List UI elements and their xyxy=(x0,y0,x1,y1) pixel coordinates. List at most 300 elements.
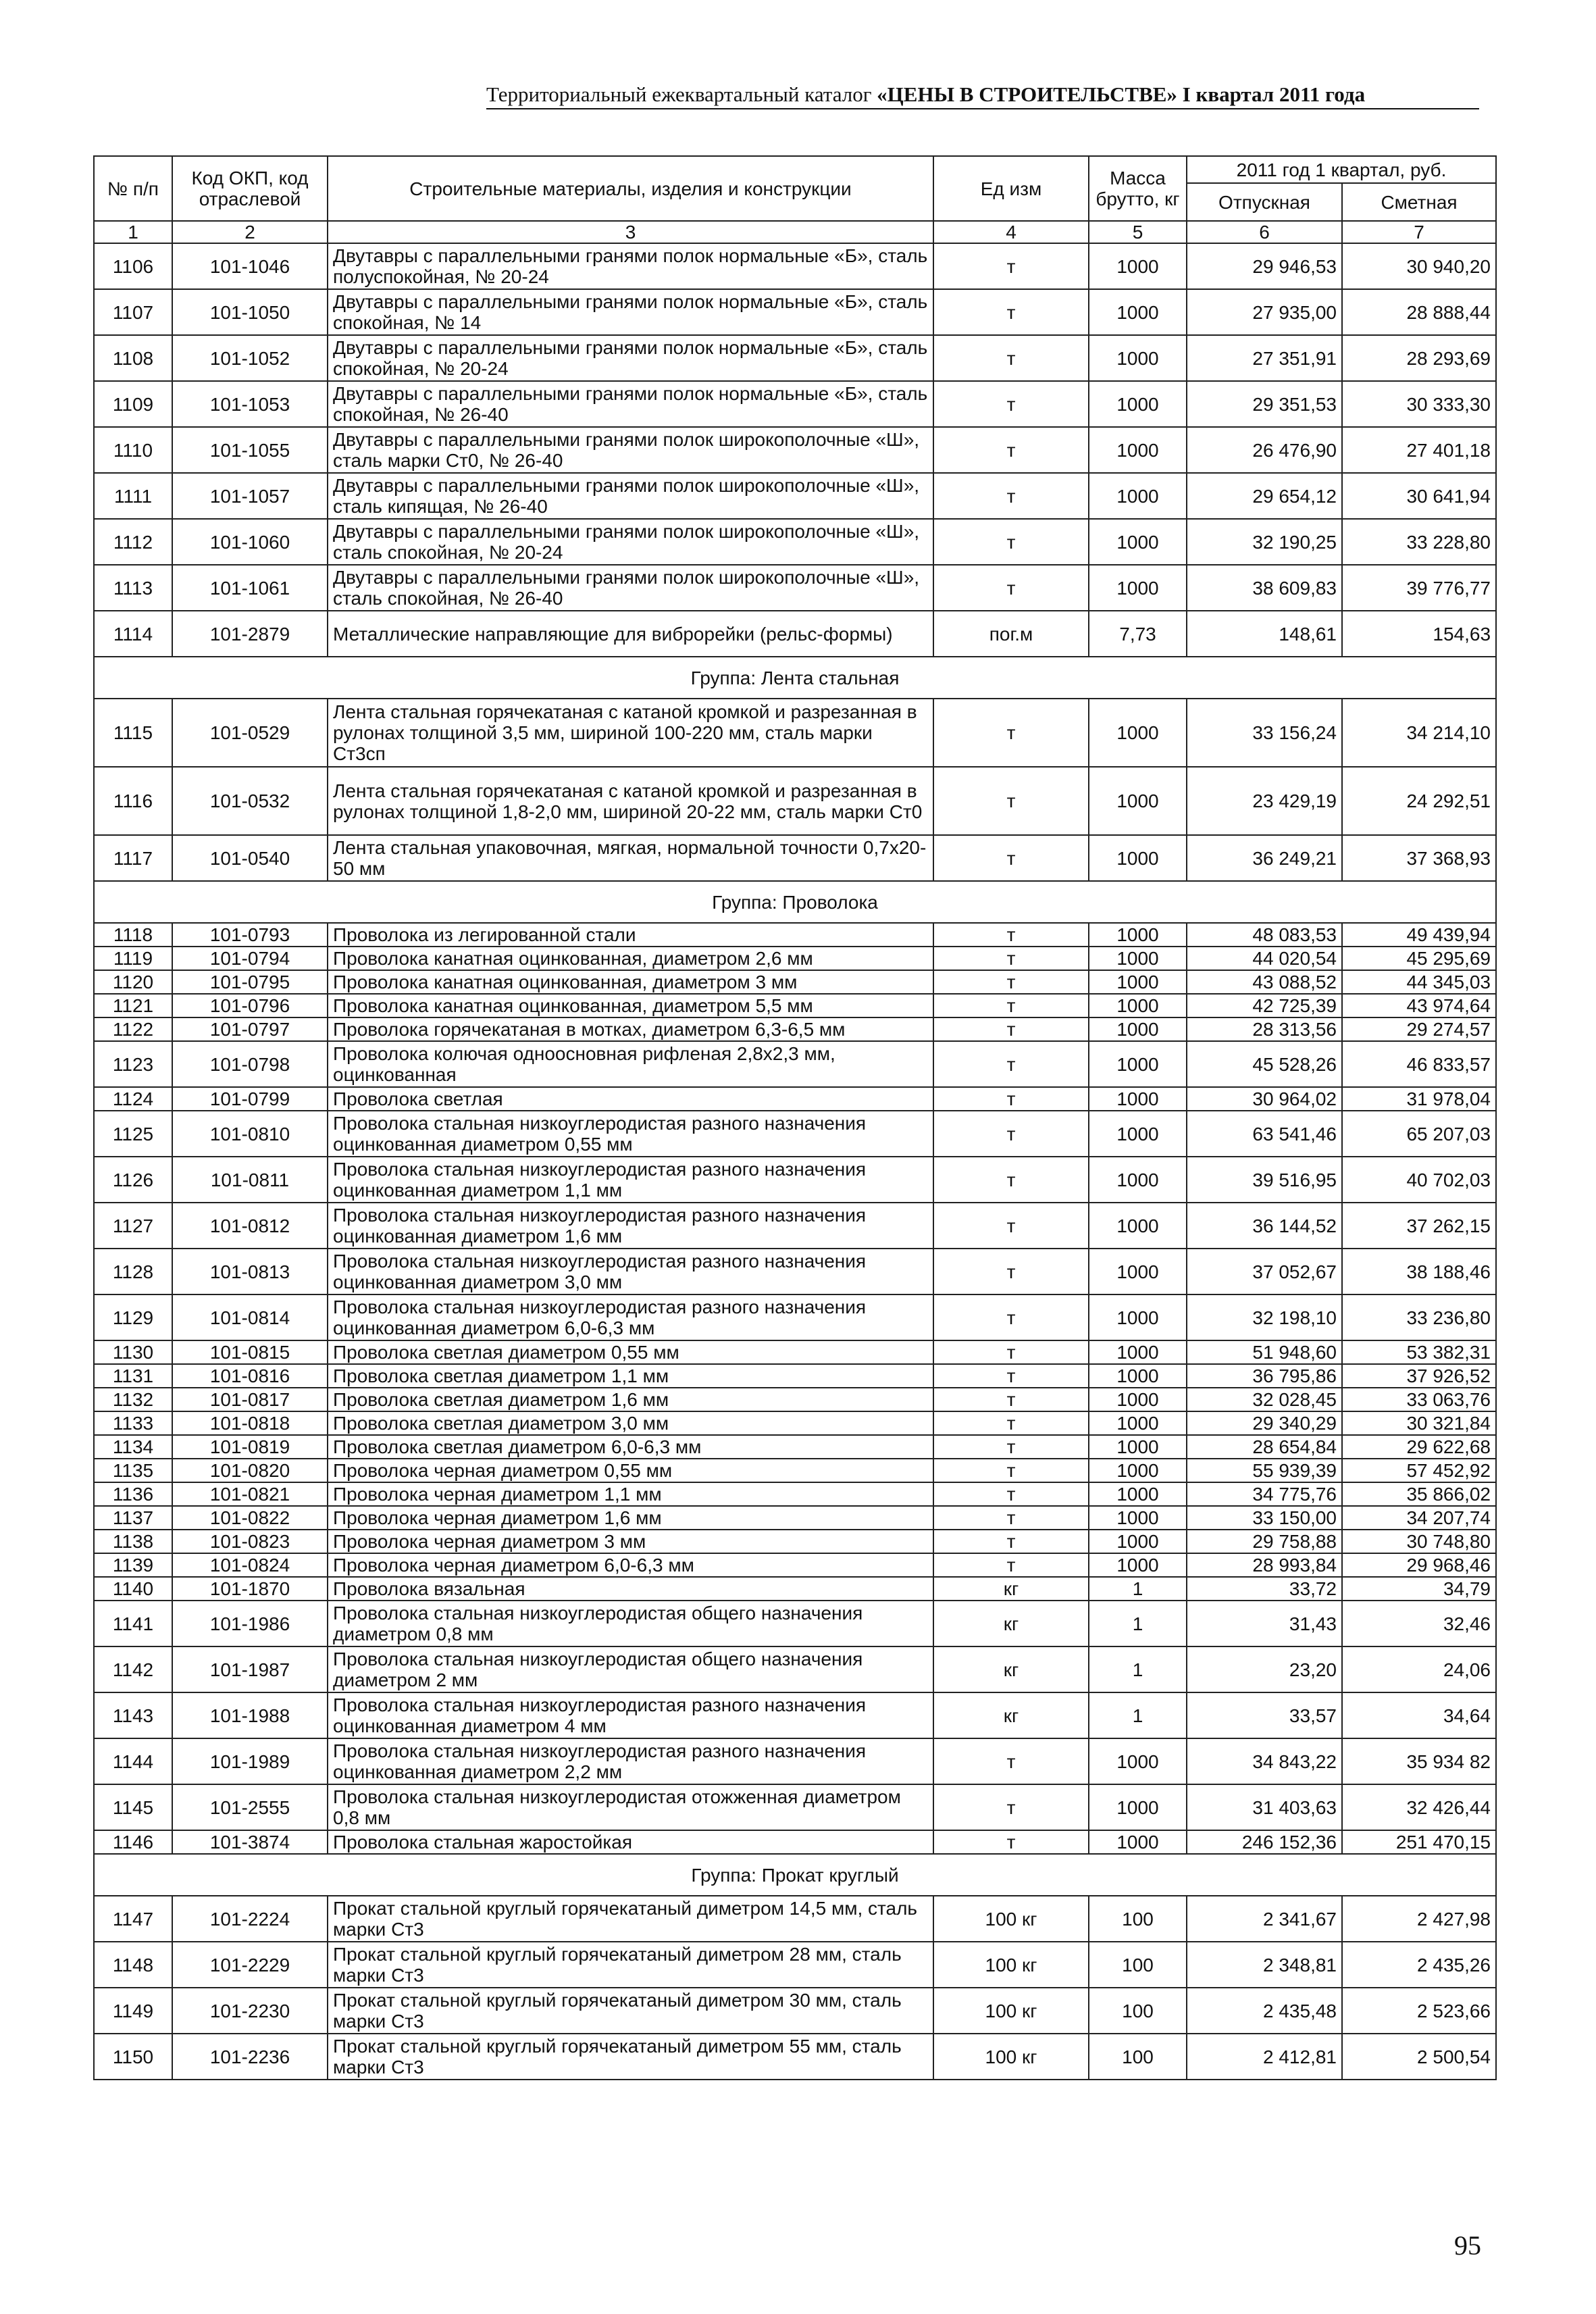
table-row xyxy=(94,1203,1496,1249)
table-row xyxy=(94,289,1496,335)
cell-unit: т xyxy=(933,1435,1089,1459)
cell-unit: т xyxy=(933,1530,1089,1553)
cell-unit: кг xyxy=(933,1577,1089,1601)
cell-mass: 1000 xyxy=(1089,519,1187,565)
cell-name: Двутавры с параллельными гранями полок нормальные «Б», сталь полуспокойная, № 20-24 xyxy=(328,243,933,289)
cell-estimate-price: 33 063,76 xyxy=(1342,1388,1496,1411)
cell-estimate-price: 44 345,03 xyxy=(1342,970,1496,994)
cell-unit: т xyxy=(933,289,1089,335)
cell-estimate-price: 34 214,10 xyxy=(1342,699,1496,767)
cell-release-price: 26 476,90 xyxy=(1187,427,1342,473)
cell-mass: 1000 xyxy=(1089,970,1187,994)
cell-estimate-price: 45 295,69 xyxy=(1342,947,1496,970)
cell-unit: т xyxy=(933,1411,1089,1435)
cell-release-price: 23,20 xyxy=(1187,1646,1342,1692)
cell-num: 1107 xyxy=(94,289,172,335)
cell-unit: т xyxy=(933,767,1089,835)
cell-estimate-price: 37 368,93 xyxy=(1342,835,1496,881)
cell-name: Проволока вязальная xyxy=(328,1577,933,1601)
table-row xyxy=(94,1784,1496,1830)
cell-release-price: 33 150,00 xyxy=(1187,1506,1342,1530)
cell-mass: 1000 xyxy=(1089,1157,1187,1203)
table-row xyxy=(94,1017,1496,1041)
cell-release-price: 32 190,25 xyxy=(1187,519,1342,565)
cell-code: 101-0818 xyxy=(172,1411,328,1435)
cell-num: 1141 xyxy=(94,1601,172,1646)
cell-name: Лента стальная упаковочная, мягкая, нормальной точности 0,7х20-50 мм xyxy=(328,835,933,881)
cell-name: Проволока стальная низкоуглеродистая разного назначения оцинкованная диаметром 1,1 мм xyxy=(328,1157,933,1203)
cell-release-price: 38 609,83 xyxy=(1187,565,1342,611)
cell-code: 101-0823 xyxy=(172,1530,328,1553)
table-row xyxy=(94,1530,1496,1553)
cell-release-price: 28 993,84 xyxy=(1187,1553,1342,1577)
cell-name: Проволока стальная низкоуглеродистая отожженная диаметром 0,8 мм xyxy=(328,1784,933,1830)
cell-name: Проволока горячекатаная в мотках, диаметром 6,3-6,5 мм xyxy=(328,1017,933,1041)
header-prefix: Территориальный ежеквартальный каталог xyxy=(486,82,877,106)
running-header xyxy=(486,82,1479,109)
cell-code: 101-3874 xyxy=(172,1830,328,1854)
cell-release-price: 51 948,60 xyxy=(1187,1340,1342,1364)
cell-release-price: 29 351,53 xyxy=(1187,381,1342,427)
cell-num: 1116 xyxy=(94,767,172,835)
cell-code: 101-0794 xyxy=(172,947,328,970)
cell-code: 101-0815 xyxy=(172,1340,328,1364)
cell-mass: 1000 xyxy=(1089,1506,1187,1530)
cell-code: 101-0824 xyxy=(172,1553,328,1577)
cell-unit: т xyxy=(933,1784,1089,1830)
cell-mass: 1000 xyxy=(1089,1530,1187,1553)
cell-code: 101-1989 xyxy=(172,1738,328,1784)
page-number: 95 xyxy=(1454,2230,1481,2261)
cell-estimate-price: 31 978,04 xyxy=(1342,1087,1496,1111)
cell-mass: 100 xyxy=(1089,1942,1187,1988)
col-unit-header: Ед изм xyxy=(933,156,1089,221)
table-row xyxy=(94,1577,1496,1601)
cell-num: 1109 xyxy=(94,381,172,427)
cell-unit: т xyxy=(933,519,1089,565)
cell-estimate-price: 35 866,02 xyxy=(1342,1482,1496,1506)
cell-mass: 7,73 xyxy=(1089,611,1187,657)
table-row xyxy=(94,381,1496,427)
cell-unit: т xyxy=(933,1087,1089,1111)
cell-code: 101-2555 xyxy=(172,1784,328,1830)
cell-release-price: 29 340,29 xyxy=(1187,1411,1342,1435)
cell-num: 1143 xyxy=(94,1692,172,1738)
cell-name: Проволока стальная низкоуглеродистая разного назначения оцинкованная диаметром 2,2 мм xyxy=(328,1738,933,1784)
cell-estimate-price: 37 926,52 xyxy=(1342,1364,1496,1388)
col-code-header: Код ОКП, код отраслевой xyxy=(172,156,328,221)
col-index: 5 xyxy=(1089,221,1187,243)
cell-name: Проволока светлая диаметром 0,55 мм xyxy=(328,1340,933,1364)
cell-estimate-price: 30 940,20 xyxy=(1342,243,1496,289)
cell-mass: 1 xyxy=(1089,1577,1187,1601)
table-row xyxy=(94,243,1496,289)
table-row xyxy=(94,1087,1496,1111)
cell-unit: 100 кг xyxy=(933,1896,1089,1942)
cell-mass: 1000 xyxy=(1089,1087,1187,1111)
cell-name: Двутавры с параллельными гранями полок широкополочные «Ш», сталь марки Ст0, № 26-40 xyxy=(328,427,933,473)
group-row xyxy=(94,1854,1496,1896)
cell-mass: 1 xyxy=(1089,1646,1187,1692)
cell-estimate-price: 53 382,31 xyxy=(1342,1340,1496,1364)
cell-estimate-price: 37 262,15 xyxy=(1342,1203,1496,1249)
cell-name: Проволока канатная оцинкованная, диаметром 3 мм xyxy=(328,970,933,994)
cell-estimate-price: 43 974,64 xyxy=(1342,994,1496,1017)
cell-unit: т xyxy=(933,1249,1089,1294)
table-row xyxy=(94,2034,1496,2080)
table-row xyxy=(94,611,1496,657)
cell-mass: 1000 xyxy=(1089,767,1187,835)
cell-code: 101-0816 xyxy=(172,1364,328,1388)
cell-num: 1118 xyxy=(94,923,172,947)
cell-code: 101-1987 xyxy=(172,1646,328,1692)
table-row xyxy=(94,994,1496,1017)
cell-mass: 1000 xyxy=(1089,381,1187,427)
col-mass-header: Масса брутто, кг xyxy=(1089,156,1187,221)
cell-release-price: 27 935,00 xyxy=(1187,289,1342,335)
table-row xyxy=(94,767,1496,835)
group-title: Группа: Проволока xyxy=(94,881,1496,923)
col-estimate-header: Сметная xyxy=(1342,183,1496,221)
col-name-header: Строительные материалы, изделия и конструкции xyxy=(328,156,933,221)
cell-num: 1122 xyxy=(94,1017,172,1041)
cell-unit: т xyxy=(933,1738,1089,1784)
cell-estimate-price: 24,06 xyxy=(1342,1646,1496,1692)
cell-estimate-price: 2 523,66 xyxy=(1342,1988,1496,2034)
table-row xyxy=(94,1249,1496,1294)
cell-release-price: 30 964,02 xyxy=(1187,1087,1342,1111)
table-row xyxy=(94,1506,1496,1530)
cell-unit: т xyxy=(933,947,1089,970)
cell-num: 1144 xyxy=(94,1738,172,1784)
cell-name: Проволока черная диаметром 0,55 мм xyxy=(328,1459,933,1482)
cell-release-price: 246 152,36 xyxy=(1187,1830,1342,1854)
cell-unit: кг xyxy=(933,1646,1089,1692)
cell-num: 1140 xyxy=(94,1577,172,1601)
cell-estimate-price: 46 833,57 xyxy=(1342,1041,1496,1087)
cell-code: 101-0812 xyxy=(172,1203,328,1249)
cell-unit: 100 кг xyxy=(933,1988,1089,2034)
cell-estimate-price: 32,46 xyxy=(1342,1601,1496,1646)
cell-name: Лента стальная горячекатаная с катаной кромкой и разрезанная в рулонах толщиной 3,5 мм, шириной 100-220 мм, сталь марки Ст3сп xyxy=(328,699,933,767)
cell-num: 1142 xyxy=(94,1646,172,1692)
table-row xyxy=(94,1435,1496,1459)
cell-num: 1138 xyxy=(94,1530,172,1553)
cell-num: 1145 xyxy=(94,1784,172,1830)
cell-release-price: 31 403,63 xyxy=(1187,1784,1342,1830)
cell-unit: т xyxy=(933,699,1089,767)
cell-num: 1130 xyxy=(94,1340,172,1364)
cell-num: 1106 xyxy=(94,243,172,289)
cell-estimate-price: 38 188,46 xyxy=(1342,1249,1496,1294)
table-row xyxy=(94,519,1496,565)
cell-num: 1110 xyxy=(94,427,172,473)
cell-num: 1125 xyxy=(94,1111,172,1157)
cell-name: Металлические направляющие для виброрейки (рельс-формы) xyxy=(328,611,933,657)
cell-estimate-price: 33 228,80 xyxy=(1342,519,1496,565)
cell-mass: 1 xyxy=(1089,1601,1187,1646)
cell-mass: 1000 xyxy=(1089,1203,1187,1249)
table-head xyxy=(94,156,1496,243)
cell-code: 101-0532 xyxy=(172,767,328,835)
cell-mass: 100 xyxy=(1089,2034,1187,2080)
table-row xyxy=(94,1459,1496,1482)
cell-unit: т xyxy=(933,1203,1089,1249)
cell-name: Двутавры с параллельными гранями полок нормальные «Б», сталь спокойная, № 20-24 xyxy=(328,335,933,381)
cell-release-price: 27 351,91 xyxy=(1187,335,1342,381)
cell-mass: 1000 xyxy=(1089,427,1187,473)
col-index: 1 xyxy=(94,221,172,243)
cell-num: 1133 xyxy=(94,1411,172,1435)
table-row xyxy=(94,1388,1496,1411)
cell-code: 101-1057 xyxy=(172,473,328,519)
table-row xyxy=(94,1340,1496,1364)
cell-estimate-price: 57 452,92 xyxy=(1342,1459,1496,1482)
cell-code: 101-1053 xyxy=(172,381,328,427)
cell-code: 101-0529 xyxy=(172,699,328,767)
cell-name: Проволока стальная низкоуглеродистая общего назначения диаметром 0,8 мм xyxy=(328,1601,933,1646)
cell-num: 1121 xyxy=(94,994,172,1017)
col-period-header: 2011 год 1 квартал, руб. xyxy=(1187,156,1496,183)
cell-estimate-price: 29 968,46 xyxy=(1342,1553,1496,1577)
header-title: «ЦЕНЫ В СТРОИТЕЛЬСТВЕ» I квартал 2011 года xyxy=(877,82,1366,106)
table-row xyxy=(94,1482,1496,1506)
cell-estimate-price: 49 439,94 xyxy=(1342,923,1496,947)
cell-estimate-price: 28 888,44 xyxy=(1342,289,1496,335)
cell-release-price: 36 144,52 xyxy=(1187,1203,1342,1249)
col-release-header: Отпускная xyxy=(1187,183,1342,221)
cell-num: 1117 xyxy=(94,835,172,881)
cell-mass: 1000 xyxy=(1089,1482,1187,1506)
cell-code: 101-1061 xyxy=(172,565,328,611)
cell-unit: т xyxy=(933,1388,1089,1411)
table-row xyxy=(94,1364,1496,1388)
cell-mass: 1000 xyxy=(1089,923,1187,947)
col-index: 2 xyxy=(172,221,328,243)
cell-unit: т xyxy=(933,381,1089,427)
cell-release-price: 37 052,67 xyxy=(1187,1249,1342,1294)
cell-mass: 1000 xyxy=(1089,1294,1187,1340)
cell-name: Прокат стальной круглый горячекатаный диметром 28 мм, сталь марки Ст3 xyxy=(328,1942,933,1988)
cell-unit: т xyxy=(933,335,1089,381)
cell-num: 1111 xyxy=(94,473,172,519)
cell-unit: т xyxy=(933,1340,1089,1364)
cell-code: 101-1046 xyxy=(172,243,328,289)
cell-mass: 1 xyxy=(1089,1692,1187,1738)
cell-num: 1136 xyxy=(94,1482,172,1506)
cell-name: Проволока светлая диаметром 6,0-6,3 мм xyxy=(328,1435,933,1459)
table-row xyxy=(94,1411,1496,1435)
cell-name: Прокат стальной круглый горячекатаный диметром 55 мм, сталь марки Ст3 xyxy=(328,2034,933,2080)
cell-estimate-price: 33 236,80 xyxy=(1342,1294,1496,1340)
cell-mass: 1000 xyxy=(1089,1738,1187,1784)
table-row xyxy=(94,427,1496,473)
cell-release-price: 36 249,21 xyxy=(1187,835,1342,881)
cell-estimate-price: 34 207,74 xyxy=(1342,1506,1496,1530)
cell-code: 101-2224 xyxy=(172,1896,328,1942)
cell-name: Двутавры с параллельными гранями полок широкополочные «Ш», сталь спокойная, № 26-40 xyxy=(328,565,933,611)
cell-num: 1114 xyxy=(94,611,172,657)
cell-estimate-price: 251 470,15 xyxy=(1342,1830,1496,1854)
cell-unit: кг xyxy=(933,1692,1089,1738)
cell-code: 101-0820 xyxy=(172,1459,328,1482)
cell-code: 101-2230 xyxy=(172,1988,328,2034)
cell-mass: 1000 xyxy=(1089,243,1187,289)
cell-code: 101-2236 xyxy=(172,2034,328,2080)
cell-name: Проволока светлая xyxy=(328,1087,933,1111)
table-row xyxy=(94,1553,1496,1577)
table-row xyxy=(94,699,1496,767)
cell-unit: 100 кг xyxy=(933,2034,1089,2080)
cell-estimate-price: 154,63 xyxy=(1342,611,1496,657)
table-row xyxy=(94,1988,1496,2034)
cell-num: 1146 xyxy=(94,1830,172,1854)
cell-release-price: 39 516,95 xyxy=(1187,1157,1342,1203)
cell-unit: т xyxy=(933,994,1089,1017)
cell-code: 101-1052 xyxy=(172,335,328,381)
cell-estimate-price: 34,64 xyxy=(1342,1692,1496,1738)
cell-release-price: 31,43 xyxy=(1187,1601,1342,1646)
cell-name: Проволока колючая одноосновная рифленая 2,8х2,3 мм, оцинкованная xyxy=(328,1041,933,1087)
cell-release-price: 32 028,45 xyxy=(1187,1388,1342,1411)
cell-estimate-price: 40 702,03 xyxy=(1342,1157,1496,1203)
cell-code: 101-0793 xyxy=(172,923,328,947)
cell-release-price: 63 541,46 xyxy=(1187,1111,1342,1157)
table-row xyxy=(94,1646,1496,1692)
cell-release-price: 29 654,12 xyxy=(1187,473,1342,519)
cell-num: 1132 xyxy=(94,1388,172,1411)
cell-unit: т xyxy=(933,1157,1089,1203)
cell-mass: 1000 xyxy=(1089,1111,1187,1157)
cell-code: 101-0798 xyxy=(172,1041,328,1087)
cell-release-price: 29 758,88 xyxy=(1187,1530,1342,1553)
cell-unit: т xyxy=(933,970,1089,994)
cell-name: Проволока черная диаметром 1,1 мм xyxy=(328,1482,933,1506)
table-row xyxy=(94,1111,1496,1157)
cell-code: 101-0797 xyxy=(172,1017,328,1041)
cell-unit: т xyxy=(933,835,1089,881)
cell-mass: 1000 xyxy=(1089,994,1187,1017)
cell-name: Прокат стальной круглый горячекатаный диметром 14,5 мм, сталь марки Ст3 xyxy=(328,1896,933,1942)
cell-num: 1150 xyxy=(94,2034,172,2080)
cell-num: 1115 xyxy=(94,699,172,767)
cell-mass: 1000 xyxy=(1089,1041,1187,1087)
cell-code: 101-0813 xyxy=(172,1249,328,1294)
cell-name: Проволока стальная низкоуглеродистая общего назначения диаметром 2 мм xyxy=(328,1646,933,1692)
cell-name: Проволока светлая диаметром 1,1 мм xyxy=(328,1364,933,1388)
cell-unit: т xyxy=(933,1553,1089,1577)
cell-estimate-price: 2 427,98 xyxy=(1342,1896,1496,1942)
cell-unit: т xyxy=(933,1364,1089,1388)
cell-code: 101-1988 xyxy=(172,1692,328,1738)
table-row xyxy=(94,1830,1496,1854)
cell-release-price: 148,61 xyxy=(1187,611,1342,657)
price-table xyxy=(93,155,1497,2080)
cell-estimate-price: 65 207,03 xyxy=(1342,1111,1496,1157)
cell-release-price: 44 020,54 xyxy=(1187,947,1342,970)
cell-estimate-price: 24 292,51 xyxy=(1342,767,1496,835)
group-title: Группа: Прокат круглый xyxy=(94,1854,1496,1896)
cell-num: 1128 xyxy=(94,1249,172,1294)
cell-code: 101-0810 xyxy=(172,1111,328,1157)
cell-release-price: 28 654,84 xyxy=(1187,1435,1342,1459)
cell-mass: 1000 xyxy=(1089,1830,1187,1854)
col-index: 3 xyxy=(328,221,933,243)
cell-release-price: 23 429,19 xyxy=(1187,767,1342,835)
cell-unit: 100 кг xyxy=(933,1942,1089,1988)
table-row xyxy=(94,1601,1496,1646)
cell-code: 101-2879 xyxy=(172,611,328,657)
cell-release-price: 33,57 xyxy=(1187,1692,1342,1738)
cell-num: 1112 xyxy=(94,519,172,565)
cell-name: Лента стальная горячекатаная с катаной кромкой и разрезанная в рулонах толщиной 1,8-2,0 мм, шириной 20-22 мм, сталь марки Ст0 xyxy=(328,767,933,835)
col-index: 6 xyxy=(1187,221,1342,243)
table-row xyxy=(94,1896,1496,1942)
cell-num: 1137 xyxy=(94,1506,172,1530)
cell-unit: т xyxy=(933,243,1089,289)
cell-release-price: 32 198,10 xyxy=(1187,1294,1342,1340)
cell-num: 1147 xyxy=(94,1896,172,1942)
cell-code: 101-0819 xyxy=(172,1435,328,1459)
cell-code: 101-0817 xyxy=(172,1388,328,1411)
cell-estimate-price: 29 622,68 xyxy=(1342,1435,1496,1459)
cell-mass: 100 xyxy=(1089,1988,1187,2034)
cell-unit: т xyxy=(933,1017,1089,1041)
table-row xyxy=(94,923,1496,947)
cell-num: 1129 xyxy=(94,1294,172,1340)
cell-estimate-price: 29 274,57 xyxy=(1342,1017,1496,1041)
cell-release-price: 45 528,26 xyxy=(1187,1041,1342,1087)
cell-estimate-price: 34,79 xyxy=(1342,1577,1496,1601)
table-row xyxy=(94,1157,1496,1203)
cell-code: 101-1060 xyxy=(172,519,328,565)
cell-mass: 1000 xyxy=(1089,1017,1187,1041)
cell-name: Проволока черная диаметром 6,0-6,3 мм xyxy=(328,1553,933,1577)
cell-release-price: 48 083,53 xyxy=(1187,923,1342,947)
cell-code: 101-0796 xyxy=(172,994,328,1017)
cell-estimate-price: 30 333,30 xyxy=(1342,381,1496,427)
cell-release-price: 33 156,24 xyxy=(1187,699,1342,767)
cell-unit: т xyxy=(933,473,1089,519)
cell-num: 1119 xyxy=(94,947,172,970)
cell-mass: 1000 xyxy=(1089,1388,1187,1411)
cell-unit: кг xyxy=(933,1601,1089,1646)
cell-mass: 1000 xyxy=(1089,1553,1187,1577)
cell-code: 101-1986 xyxy=(172,1601,328,1646)
cell-unit: т xyxy=(933,1830,1089,1854)
cell-release-price: 43 088,52 xyxy=(1187,970,1342,994)
cell-num: 1134 xyxy=(94,1435,172,1459)
table-body xyxy=(94,243,1496,2080)
cell-mass: 1000 xyxy=(1089,1249,1187,1294)
cell-name: Двутавры с параллельными гранями полок широкополочные «Ш», сталь спокойная, № 20-24 xyxy=(328,519,933,565)
cell-name: Проволока стальная низкоуглеродистая разного назначения оцинкованная диаметром 1,6 мм xyxy=(328,1203,933,1249)
cell-num: 1149 xyxy=(94,1988,172,2034)
cell-name: Проволока стальная низкоуглеродистая разного назначения оцинкованная диаметром 4 мм xyxy=(328,1692,933,1738)
cell-estimate-price: 35 934 82 xyxy=(1342,1738,1496,1784)
cell-num: 1148 xyxy=(94,1942,172,1988)
cell-mass: 1000 xyxy=(1089,289,1187,335)
cell-name: Проволока светлая диаметром 3,0 мм xyxy=(328,1411,933,1435)
cell-release-price: 29 946,53 xyxy=(1187,243,1342,289)
cell-release-price: 28 313,56 xyxy=(1187,1017,1342,1041)
cell-estimate-price: 2 435,26 xyxy=(1342,1942,1496,1988)
cell-name: Проволока из легированной стали xyxy=(328,923,933,947)
cell-release-price: 2 412,81 xyxy=(1187,2034,1342,2080)
cell-mass: 1000 xyxy=(1089,1411,1187,1435)
cell-code: 101-0822 xyxy=(172,1506,328,1530)
cell-num: 1113 xyxy=(94,565,172,611)
